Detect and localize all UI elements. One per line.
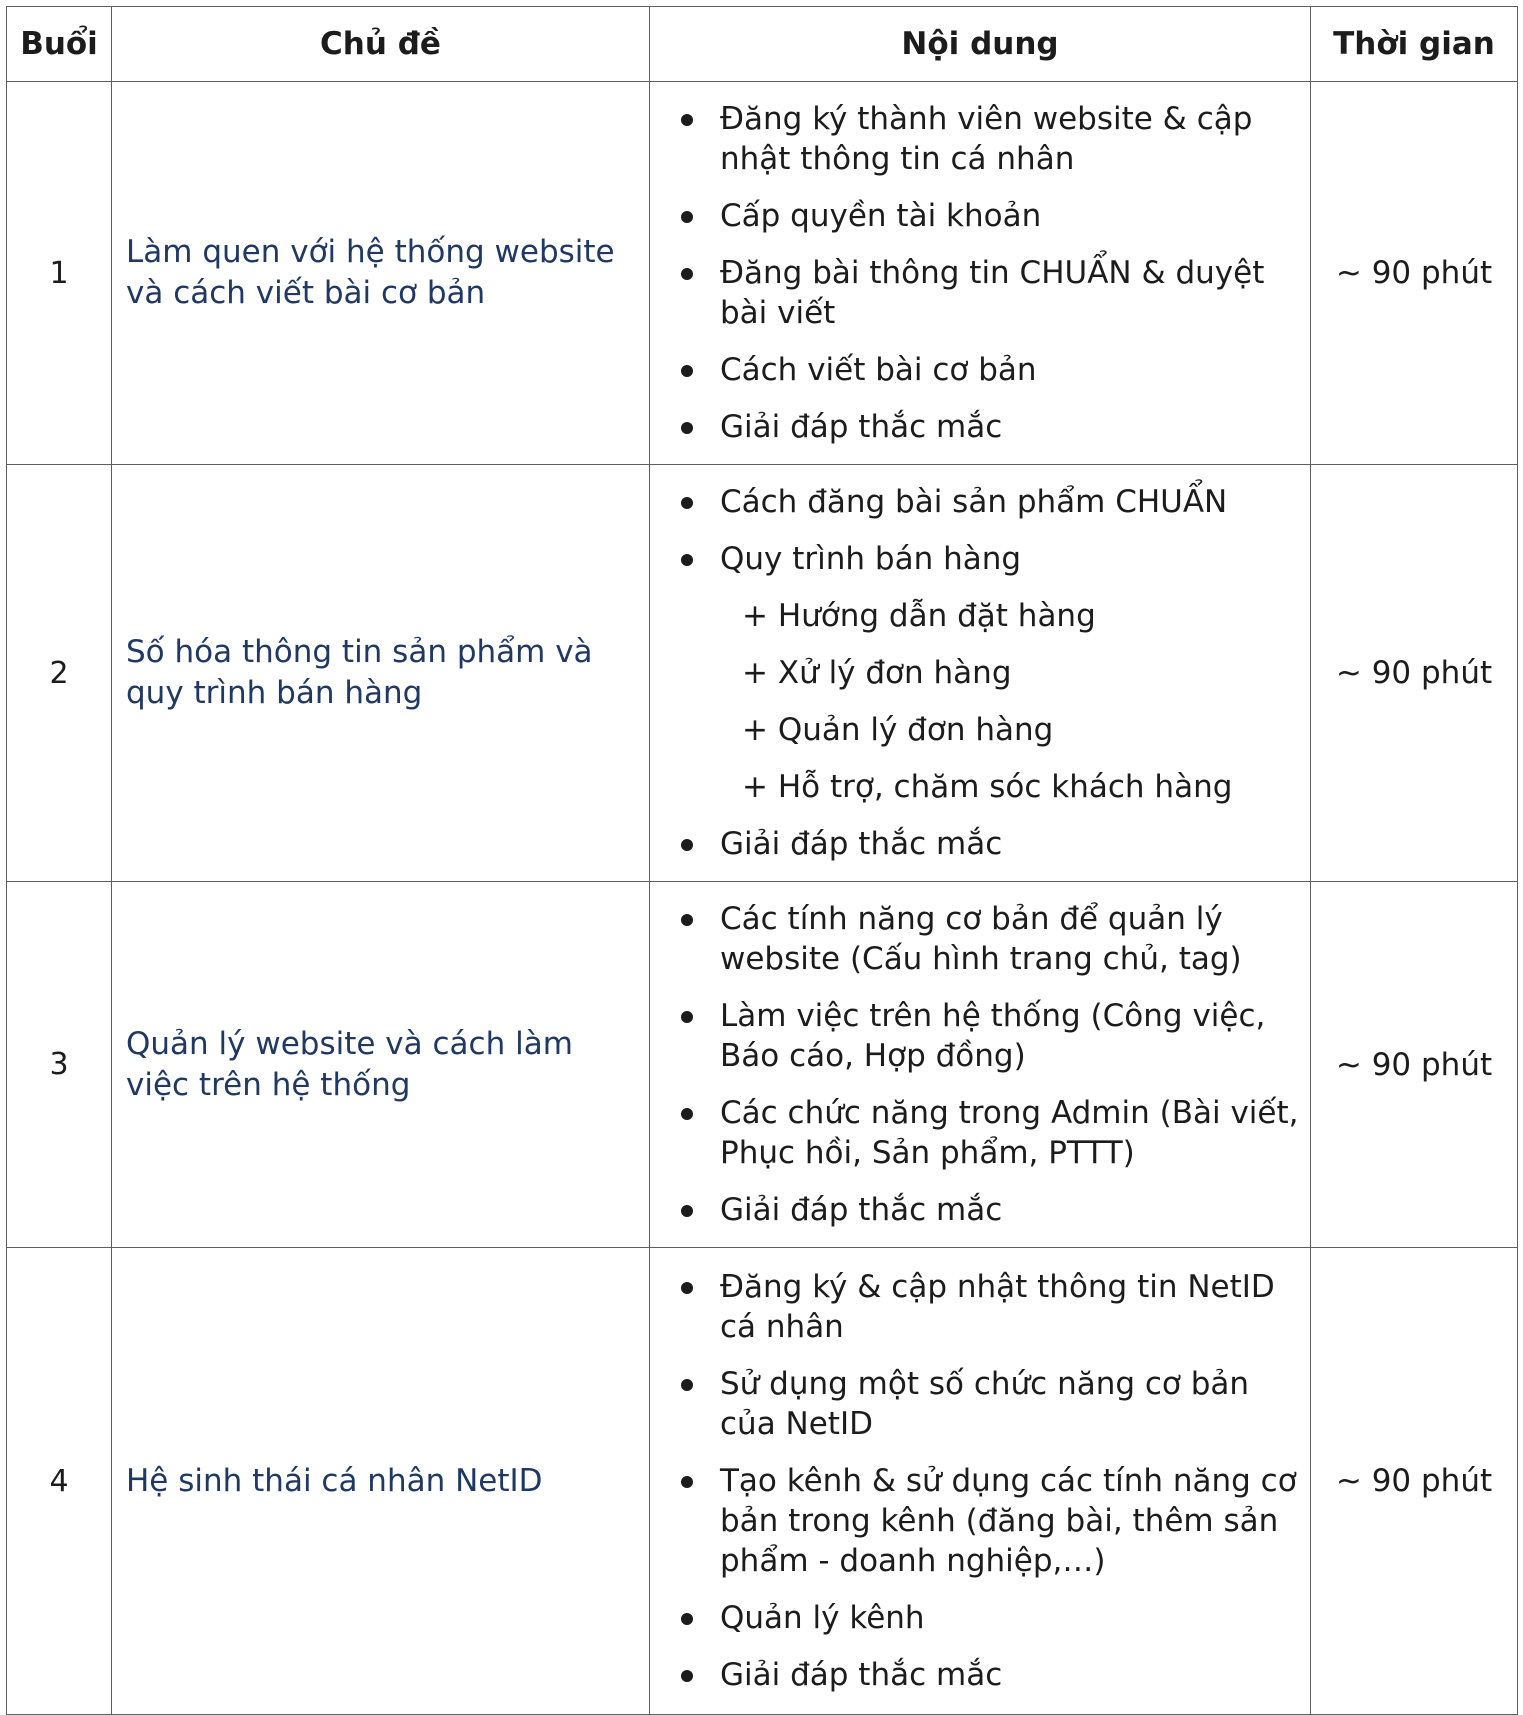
list-item: Giải đáp thắc mắc [678,1190,1300,1230]
content-cell [650,465,1311,882]
header-content: Nội dung [650,7,1311,82]
list-item: Cấp quyền tài khoản [678,196,1300,236]
sub-list-item: + Hướng dẫn đặt hàng [742,598,1096,634]
topic-cell: Làm quen với hệ thống website và cách viết bài cơ bản [112,82,650,465]
duration-cell: ~ 90 phút [1311,82,1518,465]
topic-cell: Số hóa thông tin sản phẩm và quy trình bán hàng [112,465,650,882]
list-item: Làm việc trên hệ thống (Công việc, Báo cáo, Hợp đồng) [678,996,1300,1076]
list-item: Các tính năng cơ bản để quản lý website (Cấu hình trang chủ, tag) [678,899,1300,979]
sub-list-item: + Quản lý đơn hàng [742,712,1054,748]
sub-list-item: + Xử lý đơn hàng [742,655,1012,691]
table-row [7,82,1518,465]
list-item: Đăng ký & cập nhật thông tin NetID cá nhân [678,1267,1300,1347]
session-number: 4 [7,1248,112,1715]
list-item: Tạo kênh & sử dụng các tính năng cơ bản trong kênh (đăng bài, thêm sản phẩm - doanh nghiệp,…) [678,1461,1300,1581]
duration-cell: ~ 90 phút [1311,1248,1518,1715]
header-row [7,7,1518,82]
list-item: Quản lý kênh [678,1598,1300,1638]
content-list [678,899,1300,1230]
training-schedule-table [6,6,1518,1715]
list-item: Cách đăng bài sản phẩm CHUẨN [678,482,1300,522]
header-time: Thời gian [1311,7,1518,82]
list-item: Các chức năng trong Admin (Bài viết, Phục hồi, Sản phẩm, PTTT) [678,1093,1300,1173]
table-row [7,882,1518,1248]
list-item: Sử dụng một số chức năng cơ bản của NetID [678,1364,1300,1444]
session-number: 2 [7,465,112,882]
content-list [678,1267,1300,1695]
duration-cell: ~ 90 phút [1311,882,1518,1248]
list-item: Quy trình bán hàng [678,539,1300,579]
list-item: Giải đáp thắc mắc [678,824,1300,864]
topic-cell: Hệ sinh thái cá nhân NetID [112,1248,650,1715]
content-cell [650,882,1311,1248]
content-list [678,482,1300,864]
list-item: Giải đáp thắc mắc [678,407,1300,447]
content-cell [650,82,1311,465]
header-session: Buổi [7,7,112,82]
content-list [678,99,1300,447]
table-row [7,465,1518,882]
topic-cell: Quản lý website và cách làm việc trên hệ thống [112,882,650,1248]
sub-list-item: + Hỗ trợ, chăm sóc khách hàng [742,769,1233,805]
list-item: Giải đáp thắc mắc [678,1655,1300,1695]
session-number: 3 [7,882,112,1248]
content-cell [650,1248,1311,1715]
list-item: Đăng ký thành viên website & cập nhật thông tin cá nhân [678,99,1300,179]
list-item: Cách viết bài cơ bản [678,350,1300,390]
header-topic: Chủ đề [112,7,650,82]
session-number: 1 [7,82,112,465]
table-row [7,1248,1518,1715]
list-item: Đăng bài thông tin CHUẨN & duyệt bài viết [678,253,1300,333]
duration-cell: ~ 90 phút [1311,465,1518,882]
